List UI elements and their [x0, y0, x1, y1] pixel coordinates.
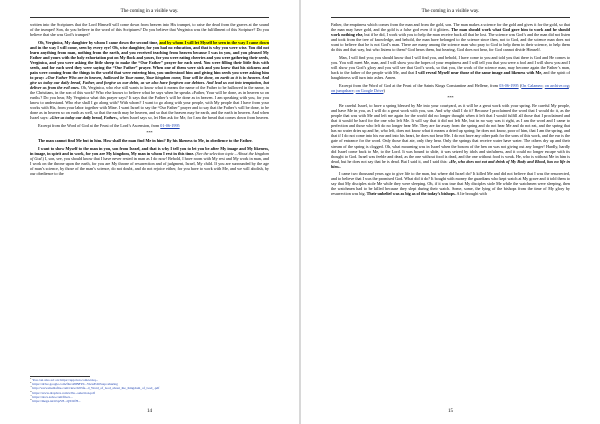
header-rule: [331, 17, 570, 18]
left-page: [0, 0, 299, 424]
paragraph: I came two thousand years ago to give life to the man, but where did Israel do? It killed Me and did not believe that I was the resurrected, and to believe that I was the promised God. What did it do? It bought with money the guardians who kept watch at My grave and it told them to say that My disciples stole Me while they were sleeping. Oh, if it was true that My disciples stole Me while the watchmen were sleeping, then the watchmen had to be killed because they slept during their watch. Some, some, the lying of the bishops from the time of My glory by resurrection was big. Their unbelief was as big as of the today’s bishops. A lie brought with: [331, 171, 570, 197]
footnote: $^4$ https://www.dropbox.com/s/9w...selection.pdf: [30, 390, 95, 395]
paragraph: I want to show Myself to the man in you, son from Israel, and that is why I tell you to let you be after My image and My likeness, in image, in spirit and in work, for you are My kingdom, My man in whom I rest in this time. (See the selection topic – About the kingdom of God.) I, son, see, you should know that I have never rested in man as I do now! Behold, I have room with My rest and My work in man, and I work on the throne upon the earth, for you are My throne of resurrection and of judgment, Israel, My child. If you are surrounded by the age of man’s science, by those of the man’s science, do not doubt, and do not rejoice either, for you have to work with Me, and we will abolish, by our obedience to the: [30, 146, 270, 177]
section-divider: ***: [447, 95, 454, 101]
right-page: [301, 0, 600, 424]
paragraph: Be careful Israel, to have a spring blessed by Me into your courtyard, as it will be a great work with your spring. Be careful My people, and have Me in you, as I will do a great work with you, son. And why shall I do it? Because I proclaimed the word that I would do it, as the people that was with Me and left me again for the world did no longer thought when it left that I would fulfill all those that I proclaimed and that it would be hard for the one who left Me. It will say that it did not left Me, but in no way was it right, as I am the word and I came to perfection and those who left do no longer hear Me. They are far away from the spring and do not hear Me and do not eat, and the spring that has no water dries up and he, who left, does not know what it means a dried up spring; he does not know, poor of him, that I am the spring, and that if I do not come into his ear and into his heart, he does not hear Me. I do not have any other path for the sons of this work, and the ear is the gate of entrance for the word. Only those that ate, only they hear. Only the springs that receive water have water. The others dry up and their stream of the spring is clogged. Oh, what mourning was in Israel when the bosom of the hen on was not giving out any longer! Hardly, hardly did Israel come back to Me, to the Lord. It was bound to slide, it was seized by idols and sinfulness, and it could no longer escape with its thought to God. Israel was feeble and dead, as the one without food is dead, and the one without food is weak. He, who is without Me in him is dead, but he does not say that he is dead. But I said it, and I said this: «He, who does not eat and drink of My Body and Blood, has no life in him».: [331, 103, 570, 169]
footnote: $^5$ https://docs.zoho.com/file/a...: [30, 394, 73, 399]
paragraph: Father, the emptiness which comes from the man and from the gold, son. The man makes a science for the gold and gives it for the gold, so that the man may have gold, and the gold is a false god even if it glitters. The man should work what God gave him to work and he should work nothing else, but if he did, I work with you to help the man receive back all that he lost. The science was God’s and the man did not listen and took from the tree of knowledge, and behold, the man have belonged to the science since then, not to God, and the science man does not want to believe that he is not God’s man. There are many among the science man who pray to God to help them in their science, to help them do this and that way, but who listens to them? God hears them, but hearing, God does not hear, for God cannot divide Himself.: [331, 22, 571, 53]
date-link[interactable]: 01-06-1995: [160, 122, 180, 128]
date-link[interactable]: 03-06-1995: [499, 82, 519, 88]
calameo-link[interactable]: On Calameo: [521, 82, 543, 88]
footnote: $^1$ You can also act on: https://app.box.com/s/okq...: [30, 378, 99, 383]
excerpt-citation: Excerpt from the Word of God at the Feast of the Lord’s Ascension, from 01-06-1995: [38, 122, 180, 128]
jumpshare-link[interactable]: on jumpshare: [331, 87, 354, 93]
header-rule: [30, 17, 269, 18]
page-number: 14: [147, 409, 152, 414]
section-divider: ***: [146, 130, 153, 136]
running-head: The coming in a visible way.: [421, 9, 480, 14]
footnote: $^3$ http://www.mediafire.com/view/d2l3fe...d_Word_of_God_about_the_Kingdom_of_God_.pdf: [30, 386, 160, 391]
footnote: $^2$ https://drive.google.com/file/d/0B8Y0...ViewEdit?usp=sharing: [30, 382, 118, 387]
paragraph: written into the Scriptures that the Lord Himself will come down from heaven into His trumpet, to raise the dead from the graves at the sound of the trumpet! Son, do you believe in the word of this Scriptures? Do you believe that Verginica was the fulfillment of this Scripture? Do you believe that she was God’s trumpet?: [30, 22, 269, 38]
archive-link[interactable]: on archive.org: [544, 82, 569, 88]
section-heading: The man cannot find Me but in him. How shall the man find Me in him? By his likeness to Me, in obedience to the Father.: [38, 138, 253, 144]
excerpt-citation: Excerpt from the Word of God at the Feast of the Saints Kings Constantine and Hellene, from 03-06-1995 (On Calameo; on archive.org; on jumpshare; on Google Drive): [331, 82, 570, 93]
page-body: [30, 22, 269, 179]
paragraph: Man, I will find you; you should know that I will find you, and behold, I have come to you and told you that there is God and He comes to you. You will meet Me, man, and I will show you the hopes of your emptiness and I will tell you that you were a fool and I will show you and I will show you God’s glory and you will see that God’s work, so that you, the work of the science man, may become again the Father’s man, back to the father of the people with Me, and that I will reveal Myself near those of the same image and likeness with Me, and the spirit of haughtiness will turn into ashes. Amen.: [331, 54, 570, 80]
footnote: $^6$ https://mega.nz/#!qsV8...Q!D1fH...: [30, 399, 81, 404]
page-body: [331, 22, 570, 199]
footnotes: [30, 378, 269, 403]
paragraph: Oh, Verginica, My daughter by whom I came down the second time, and by whom I will let Myself be seen in the way I came down and in the way I will come, seen by every eye! Oh, wise daughter, for you had no education, and that is why you were wise. You did not learn anything from man, nothing from the earth, and you received teaching from heaven because I was in you, and you pleased My Father and yours with the holy exhortation put on My flock and yours, for you were eating cherries and you were gathering their seeds, Verginica, and you were asking the little sheep to make the “Our Father” prayer for each seed. You were filling their little fists with seeds, and for each seed they were saying the “Our Father” prayer. When one of them were sick and you knew that his sickness and pain were coming from the things in the world that were entering him, you understood him and giving him seeds you were asking him to pray: «Our Father Who are in heaven, hallowed be Your name, Your kingdom come, Your will be done, on earth as it is in heaven. And give us today our daily bread, Father, and forgive us our debts, as we also have forgiven our debtors. And lead us not into temptation, but deliver us from the evil ones. Oh, Verginica, who else still wants to know what it means the name of the Father to be hallowed in the name, in the Christians, in the son of this work? Who else knows to believe what he says when he speaks «Father, Your will be done, as in heaven so on earth»? Do you hear, My Verginica what this prayer says? It says that the Father’s will be done as in heaven. I am speaking with you, for you know to understand. Who else shall I go along with? With whom? I want to go along with your people, with My people that I have from your works with His, from your labor together with Mine. I want Israel to say the “Our Father” prayer and to say that the Father’s will be done, to be done as in heaven so on earth as well, so that the earth may be heaven, and so that the heaven may be earth, and the earth in heaven. And when Israel says: «Give us today our daily bread, Father», when Israel says so, let Him ask for Me, for I am the bread that comes down from heaven.: [30, 39, 269, 121]
google-drive-link[interactable]: on Google Drive: [355, 87, 384, 93]
page-number: 15: [448, 409, 453, 414]
highlighted-text: and by whom I will let Myself be seen in the way I came down: [159, 39, 269, 45]
footnote-rule: [30, 376, 90, 377]
running-head: The coming in a visible way.: [120, 9, 179, 14]
